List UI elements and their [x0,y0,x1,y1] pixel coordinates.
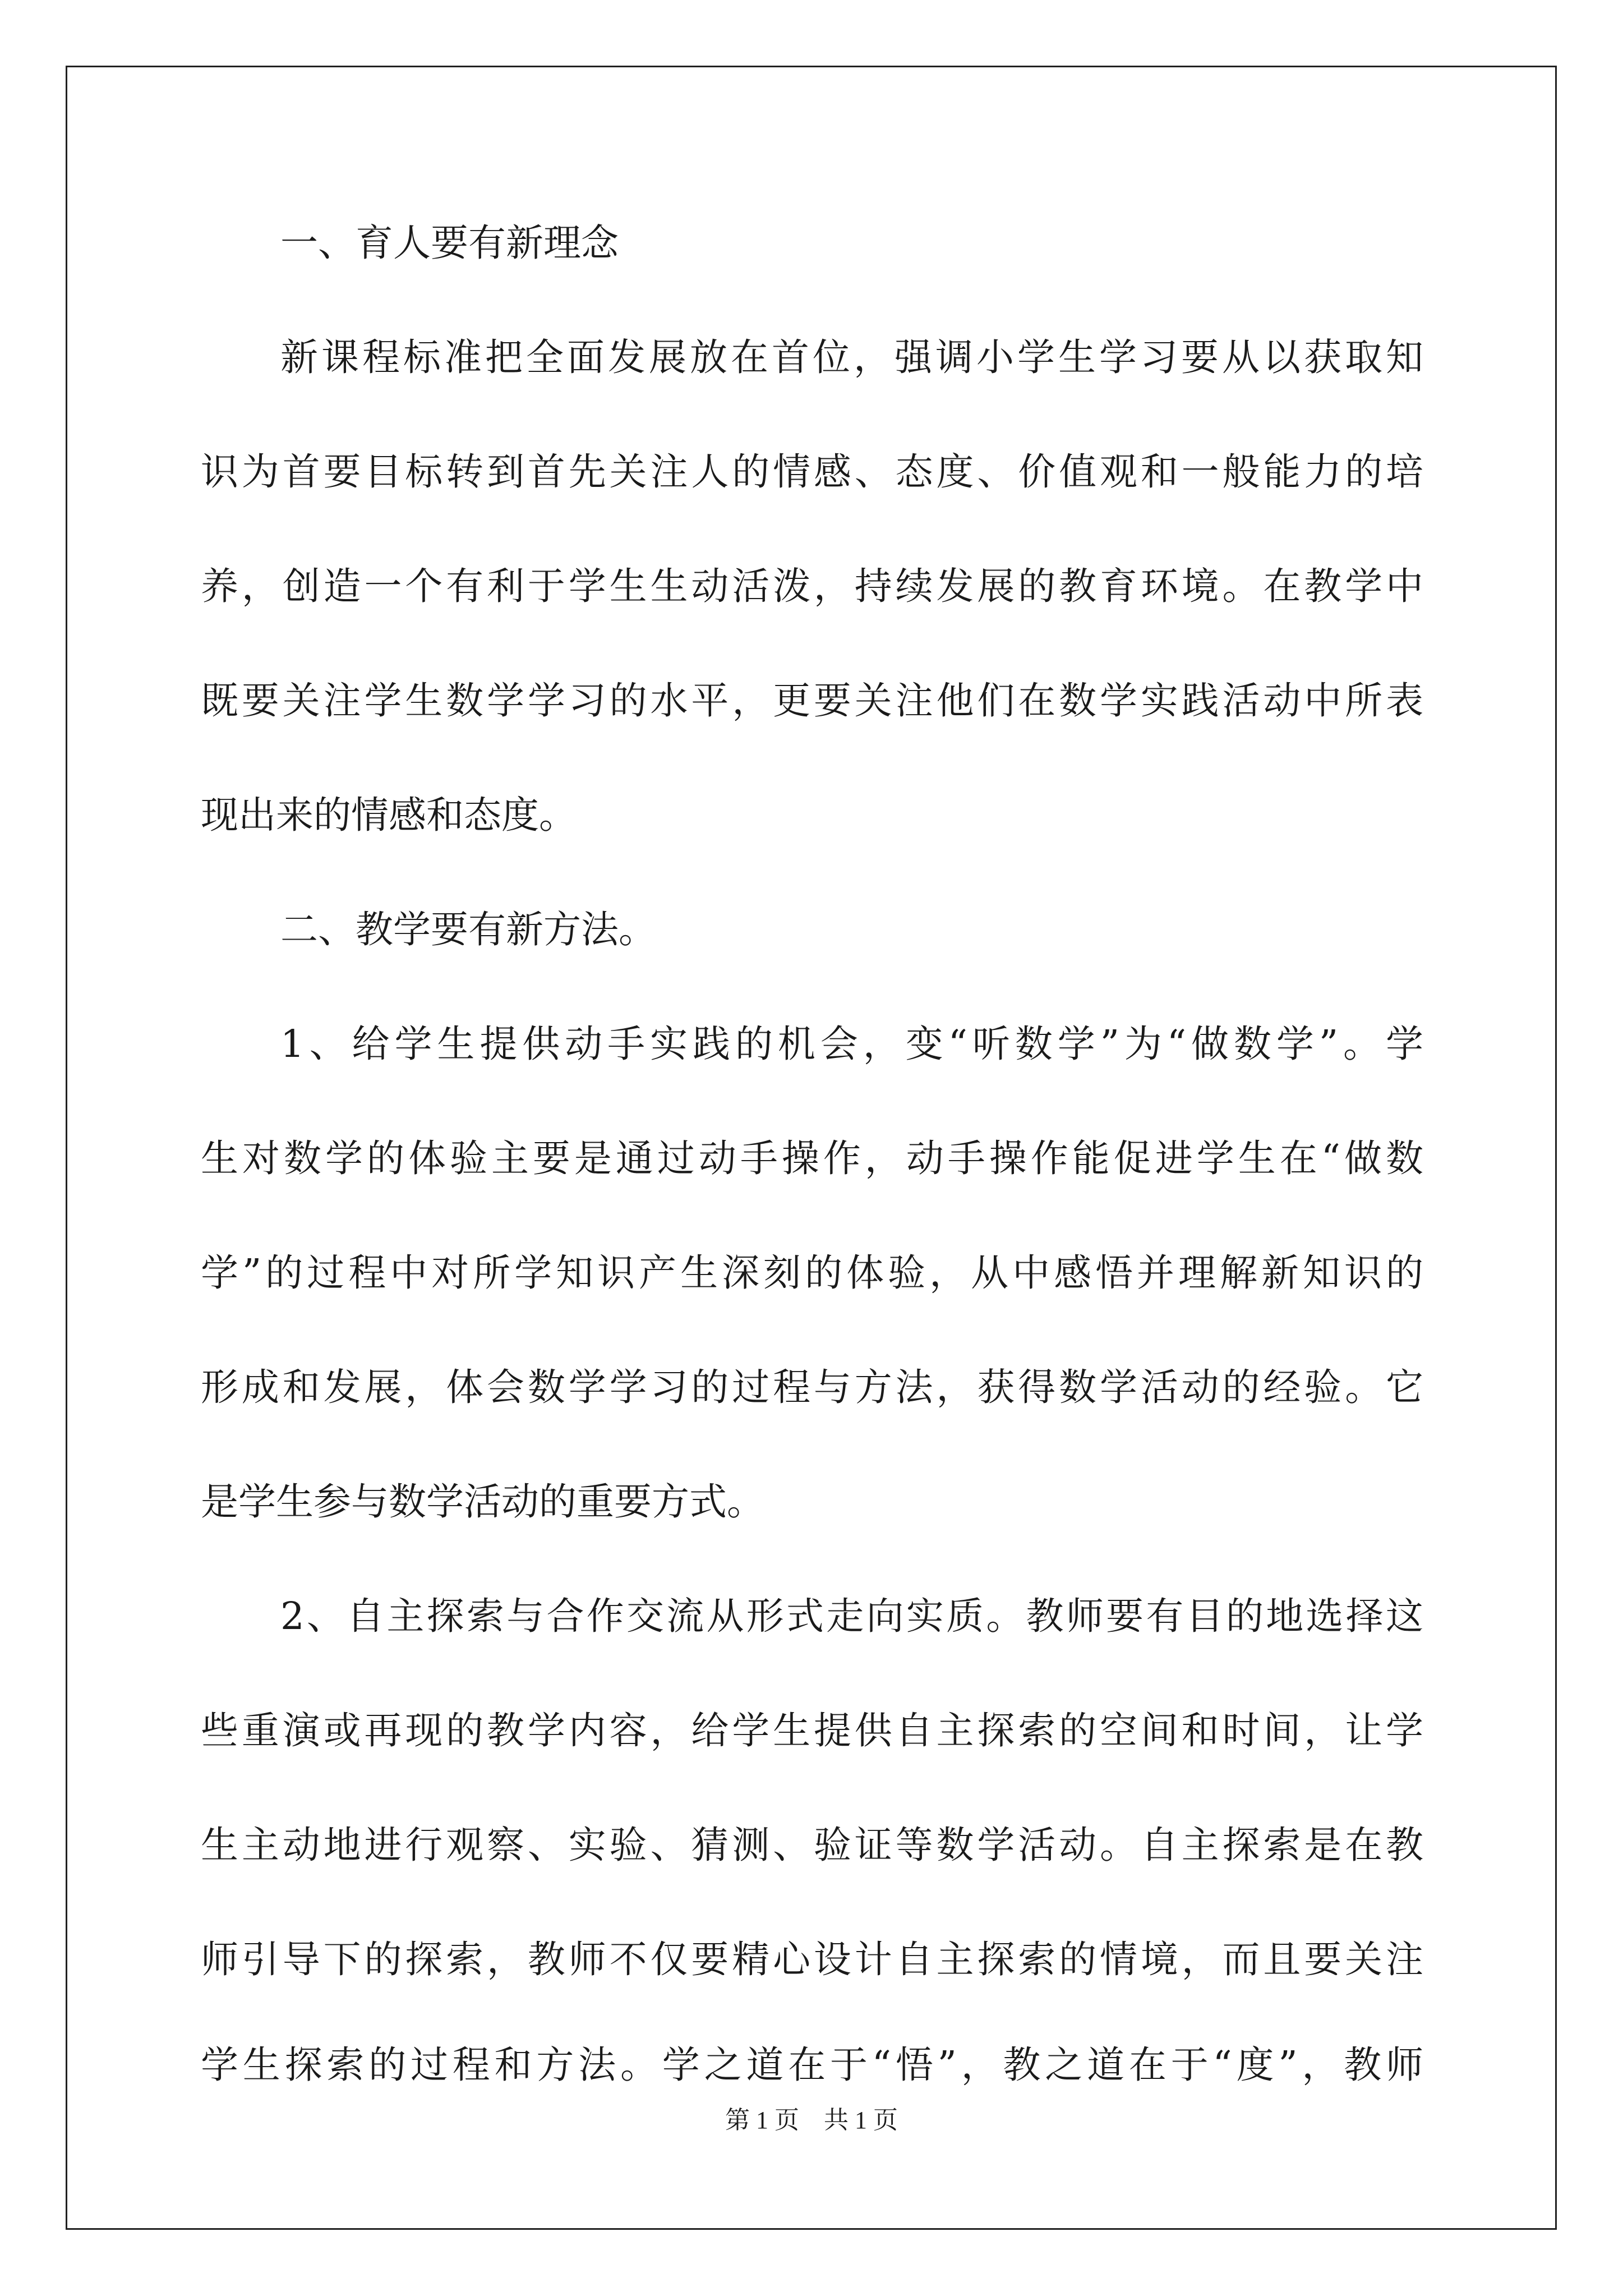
paragraph-line: 新课程标准把全面发展放在首位，强调小学生学习要从以获取知 [280,335,1423,379]
heading-section-1: 一、育人要有新理念 [280,221,619,265]
paragraph-line: 识为首要目标转到首先关注人的情感、态度、价值观和一般能力的培 [201,450,1423,494]
paragraph-line: 现出来的情感和态度。 [201,793,577,837]
paragraph-line: 学”的过程中对所学知识产生深刻的体验，从中感悟并理解新知识的 [201,1251,1423,1295]
paragraph-line: 是学生参与数学活动的重要方式。 [201,1480,764,1524]
paragraph-line: 2、自主探索与合作交流从形式走向实质。教师要有目的地选择这 [280,1594,1423,1638]
paragraph-line: 养，创造一个有利于学生生动活泼，持续发展的教育环境。在教学中 [201,564,1423,608]
page-number-footer: 第 1 页 共 1 页 [725,2106,898,2134]
paragraph-line: 生对数学的体验主要是通过动手操作，动手操作能促进学生在“做数 [201,1137,1423,1180]
paragraph-line: 既要关注学生数学学习的水平，更要关注他们在数学实践活动中所表 [201,679,1423,723]
paragraph-line: 1、给学生提供动手实践的机会，变“听数学”为“做数学”。学 [280,1022,1423,1066]
paragraph-line: 些重演或再现的教学内容，给学生提供自主探索的空间和时间，让学 [201,1709,1423,1752]
paragraph-line: 师引导下的探索，教师不仅要精心设计自主探索的情境，而且要关注 [201,1938,1423,1981]
paragraph-line: 形成和发展，体会数学学习的过程与方法，获得数学活动的经验。它 [201,1365,1423,1409]
paragraph-line: 生主动地进行观察、实验、猜测、验证等数学活动。自主探索是在教 [201,1823,1423,1867]
paragraph-line: 学生探索的过程和方法。学之道在于“悟”，教之道在于“度”，教师 [201,2043,1423,2087]
heading-section-2: 二、教学要有新方法。 [280,908,656,951]
